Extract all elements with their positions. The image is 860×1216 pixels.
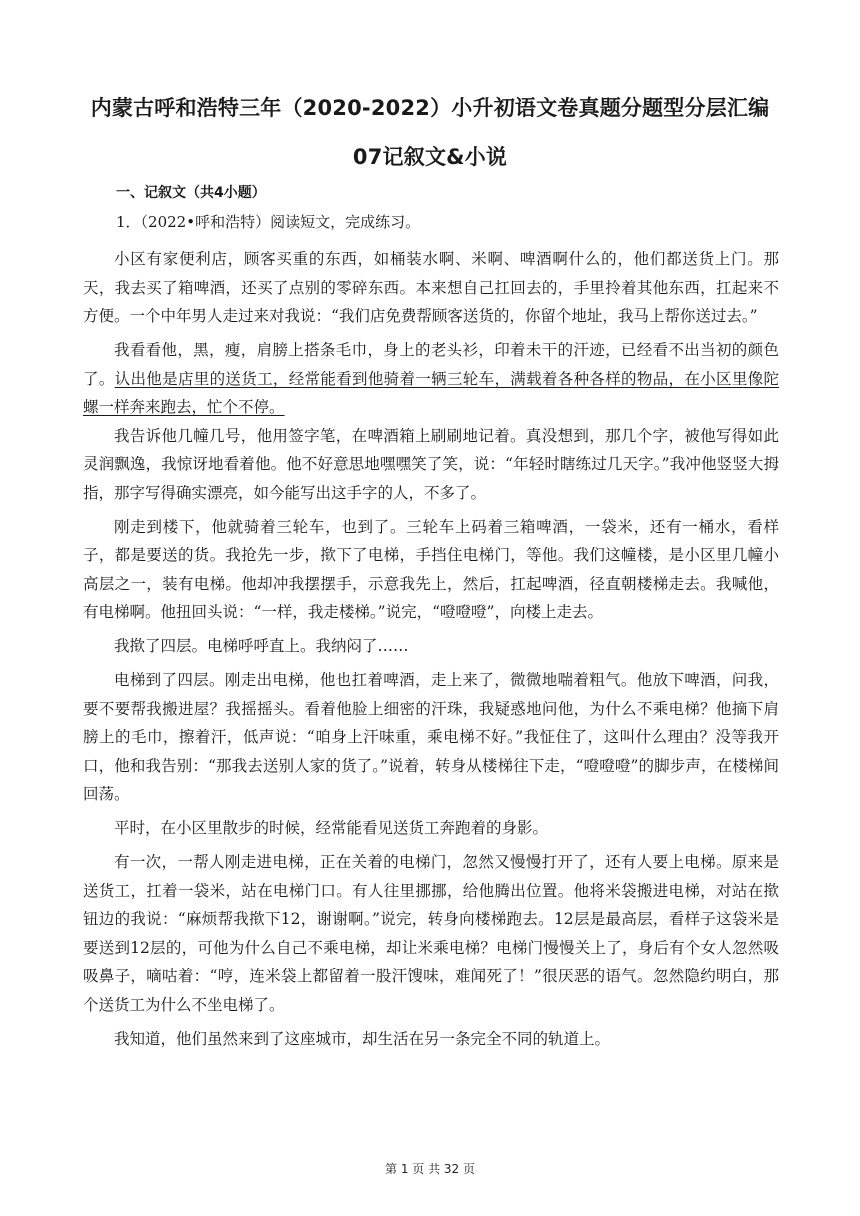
question-prompt: 1．（2022•呼和浩特）阅读短文，完成练习。 xyxy=(116,213,421,231)
underlined-sentence: 认出他是店里的送货工，经常能看到他骑着一辆三轮车，满载着各种各样的物品，在小区里像陀螺一样奔来跑去，忙个不停。 xyxy=(83,369,779,416)
paragraph: 我揿了四层。电梯呼呼直上。我纳闷了…… xyxy=(114,637,409,655)
section-heading: 一、记叙文（共4小题） xyxy=(116,185,266,201)
paragraph: 有一次，一帮人刚走进电梯，正在关着的电梯门，忽然又慢慢打开了，还有人要上电梯。原来是送货工，扛着一袋米，站在电梯门口。有人往里挪挪，给他腾出位置。他将米袋搬进电梯，对站在揿钮边的我说：“麻烦帮我揿下12，谢谢啊。”说完，转身向楼梯跑去。12层是最高层，看样子这袋米是要送到12层的，可他为什么自己不乘电梯，却让米乘电梯？电梯门慢慢关上了，身后有个女人忽然吸吸鼻子，嘀咕着：“哼，连米袋上都留着一股汗馊味，难闻死了！”很厌恶的语气。忽然隐约明白，那个送货工为什么不坐电梯了。 xyxy=(83,853,779,1014)
paragraph: 平时，在小区里散步的时候，经常能看见送货工奔跑着的身影。 xyxy=(114,819,549,837)
page-footer: 第 1 页 共 32 页 xyxy=(385,1162,475,1176)
paragraph: 电梯到了四层。刚走出电梯，他也扛着啤酒，走上来了，微微地喘着粗气。他放下啤酒，问我，要不要帮我搬进屋？我摇摇头。看着他脸上细密的汗珠，我疑惑地问他，为什么不乘电梯？他摘下肩膀上的毛巾，擦着汗，低声说：“咱身上汗味重，乘电梯不好。”我怔住了，这叫什么理由？没等我开口，他和我告别：“那我去送别人家的货了。”说着，转身从楼梯往下走，“噔噔噔”的脚步声，在楼梯间回荡。 xyxy=(83,671,779,803)
passage-body xyxy=(83,245,779,1053)
paragraph-text: 我看看他，黑，瘦，肩膀上搭条毛巾，身上的老头衫，印着未干的汗迹，已经看不出当初的颜色了。 xyxy=(83,341,779,388)
paragraph: 刚走到楼下，他就骑着三轮车，也到了。三轮车上码着三箱啤酒，一袋米，还有一桶水，看样子，都是要送的货。我抢先一步，揿下了电梯，手挡住电梯门，等他。我们这幢楼，是小区里几幢小高层之一，装有电梯。他却冲我摆摆手，示意我先上，然后，扛起啤酒，径直朝楼梯走去。我喊他，有电梯啊。他扭回头说：“一样，我走楼梯。”说完，“噔噔噔”，向楼上走去。 xyxy=(83,517,779,621)
paragraph: 我告诉他几幢几号，他用签字笔，在啤酒箱上刷刷地记着。真没想到，那几个字，被他写得如此灵润飘逸，我惊讶地看着他。他不好意思地嘿嘿笑了笑，说：“年轻时瞎练过几天字。”我冲他竖竖大拇指，那字写得确实漂亮，如今能写出这手字的人，不多了。 xyxy=(83,426,779,502)
paragraph: 我知道，他们虽然来到了这座城市，却生活在另一条完全不同的轨道上。 xyxy=(114,1029,611,1048)
paragraph: 小区有家便利店，顾客买重的东西，如桶装水啊、米啊、啤酒啊什么的，他们都送货上门。那天，我去买了箱啤酒，还买了点别的零碎东西。本来想自己扛回去的，手里拎着其他东西，扛起来不方便。一个中年男人走过来对我说：“我们店免费帮顾客送货的，你留个地址，我马上帮你送过去。” xyxy=(83,250,779,325)
document-title-line-1: 内蒙古呼和浩特三年（2020-2022）小升初语文卷真题分题型分层汇编 xyxy=(90,96,770,120)
paragraph xyxy=(83,336,779,422)
document-title-line-2: 07记叙文&小说 xyxy=(352,145,508,169)
